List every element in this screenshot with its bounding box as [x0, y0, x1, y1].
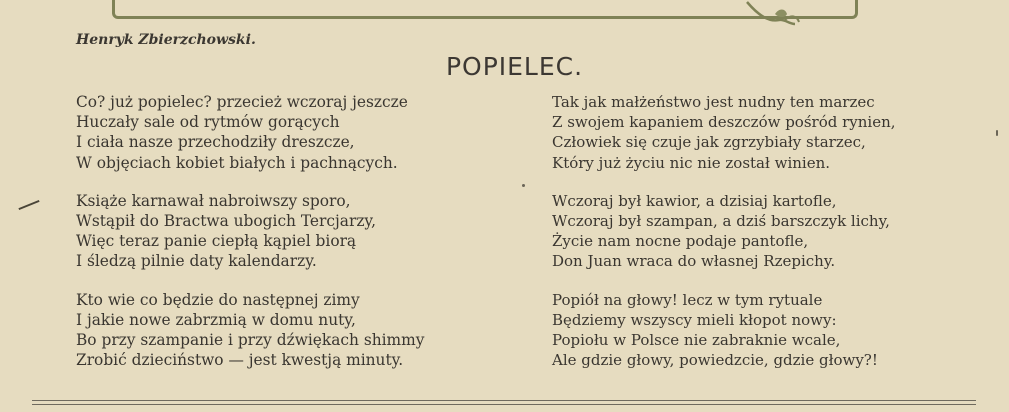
- stanza: [552, 290, 896, 371]
- verse-line: I jakie nowe zabrzmią w domu nuty,: [76, 310, 356, 329]
- verse-line: Będziemy wszyscy mieli kłopot nowy:: [552, 310, 837, 329]
- verse-line: Wczoraj był szampan, a dziś barszczyk lichy,: [552, 212, 890, 231]
- verse-line: Huczały sale od rytmów gorących: [76, 113, 340, 132]
- verse-line: Życie nam nocne podaje pantofle,: [552, 232, 809, 251]
- stanza: [76, 92, 424, 173]
- stanza: [552, 92, 896, 173]
- stanza: [552, 191, 896, 272]
- verse-line: Który już życiu nic nie został winien.: [552, 153, 831, 172]
- verse-line: Popiołu w Polsce nie zabraknie wcale,: [552, 331, 841, 350]
- verse-line: Kto wie co będzie do następnej zimy: [76, 290, 360, 309]
- verse-line: Co? już popielec? przecież wczoraj jeszcze: [76, 93, 408, 111]
- verse-line: Zrobić dzieciństwo — jest kwestją minuty.: [76, 351, 404, 370]
- verse-line: Z swojem kapaniem deszczów pośród rynien,: [552, 113, 896, 132]
- bottom-rule: [32, 400, 976, 401]
- verse-line: Tak jak małżeństwo jest nudny ten marzec: [552, 93, 875, 111]
- bottom-rule: [32, 404, 976, 405]
- verse-line: Bo przy szampanie i przy dźwiękach shimmy: [76, 331, 425, 350]
- verse-line: Popiół na głowy! lecz w tym rytuale: [552, 290, 823, 309]
- verse-line: Więc teraz panie ciepłą kąpiel biorą: [76, 232, 357, 251]
- author-name: Henryk Zbierzchowski.: [76, 32, 256, 48]
- stanza: [76, 290, 424, 371]
- margin-mark: [18, 200, 39, 210]
- stanza: [76, 191, 424, 272]
- ornament-icon: [745, 0, 805, 26]
- verse-line: Don Juan wraca do własnej Rzepichy.: [552, 252, 836, 271]
- print-speck: [996, 130, 998, 136]
- verse-line: Człowiek się czuje jak zgrzybiały starzec,: [552, 133, 866, 152]
- verse-line: W objęciach kobiet białych i pachnących.: [76, 153, 398, 172]
- verse-line: Wstąpił do Bractwa ubogich Tercjarzy,: [76, 212, 376, 231]
- verse-line: Książe karnawał nabroiwszy sporo,: [76, 191, 351, 210]
- poem-column-right: [552, 92, 896, 388]
- verse-line: I śledzą pilnie daty kalendarzy.: [76, 252, 317, 271]
- print-speck: [522, 184, 525, 187]
- poem-title: POPIELEC.: [445, 52, 584, 81]
- verse-line: Ale gdzie głowy, powiedzcie, gdzie głowy?!: [552, 351, 878, 370]
- poem-column-left: [76, 92, 424, 388]
- verse-line: Wczoraj był kawior, a dzisiaj kartofle,: [552, 191, 837, 210]
- verse-line: I ciała nasze przechodziły dreszcze,: [76, 133, 355, 152]
